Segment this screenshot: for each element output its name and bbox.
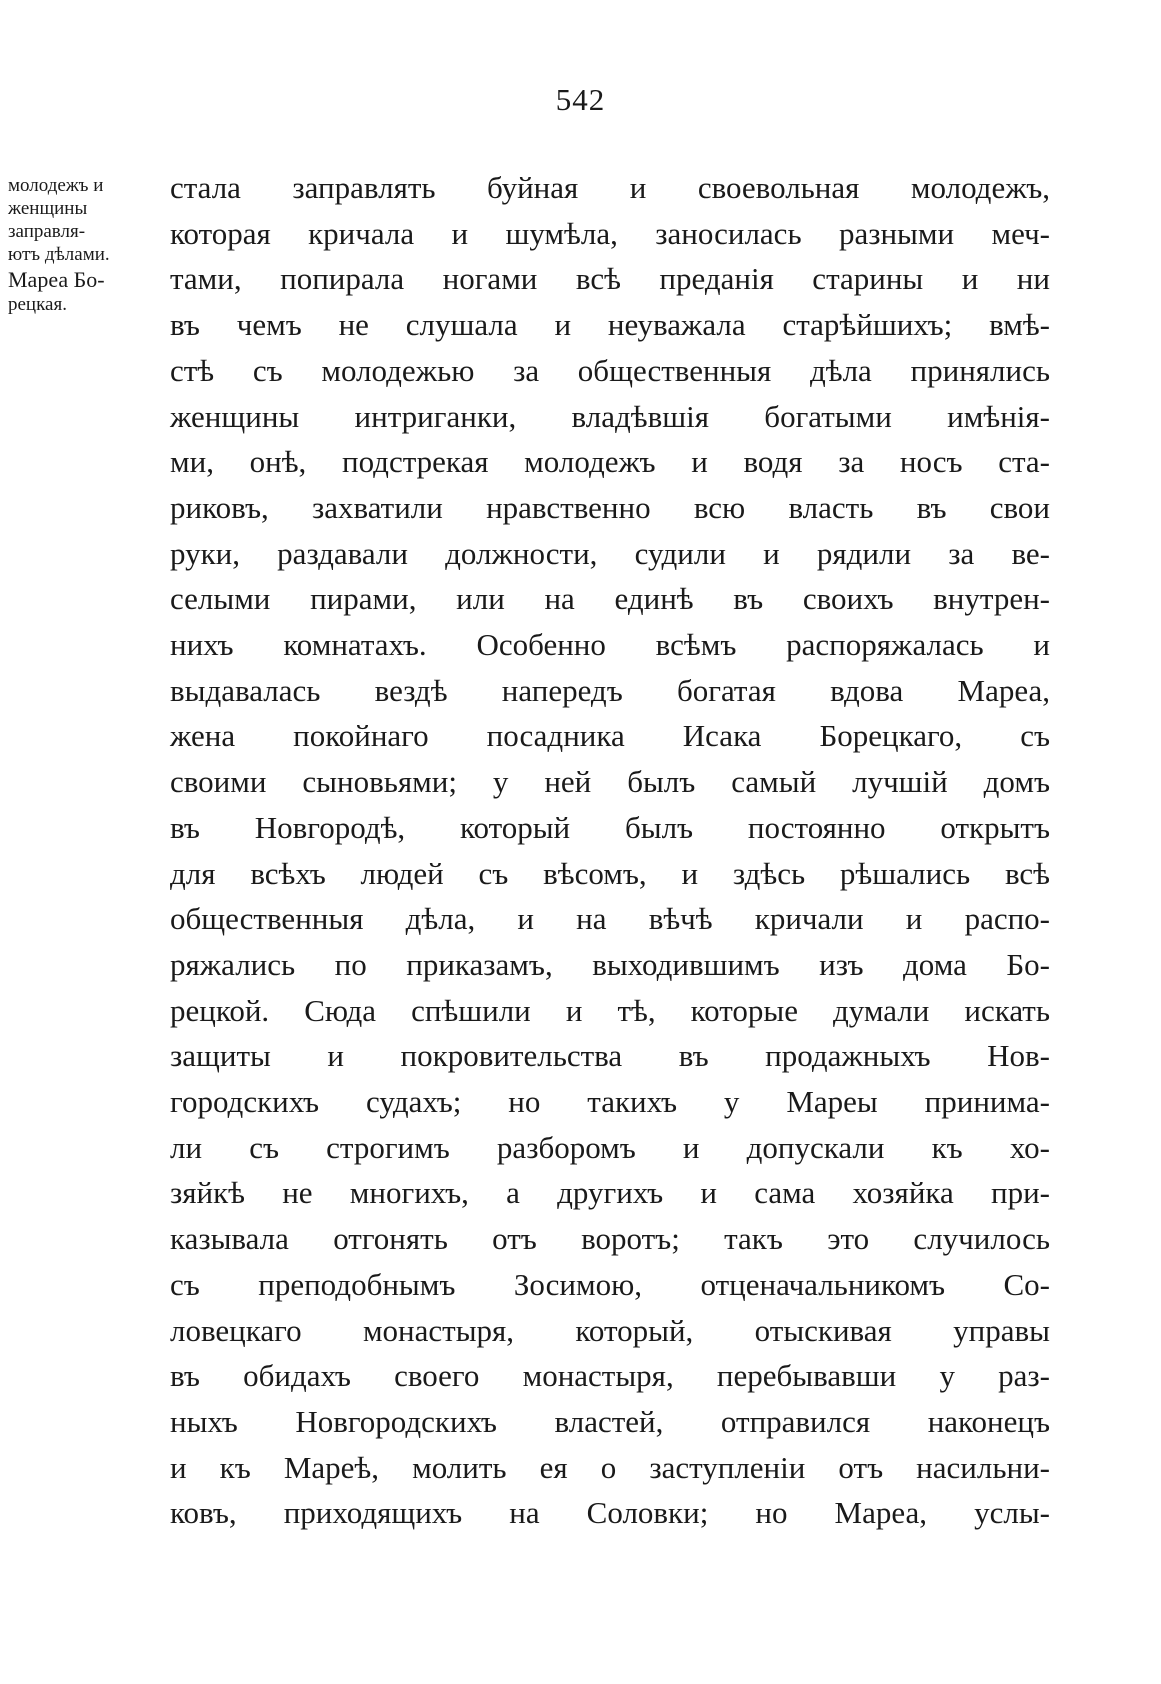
margin-note-line: рецкая. (8, 294, 67, 315)
text-line: женщины интриганки, владѣвшія богатыми имѣнія- (170, 398, 1050, 434)
text-line: руки, раздавали должности, судили и рядили за ве- (170, 535, 1050, 571)
margin-note-line: Мареа Бо- (8, 267, 105, 292)
text-line: въ Новгородѣ, который былъ постоянно открытъ (170, 809, 1050, 845)
text-line: тами, попирала ногами всѣ преданія старины и ни (170, 261, 1050, 297)
margin-note (8, 174, 166, 316)
text-line: селыми пирами, или на единѣ въ своихъ внутрен- (170, 581, 1050, 617)
text-line: стѣ съ молодежью за общественныя дѣла принялись (170, 352, 1050, 388)
margin-note-line: заправля- (8, 221, 86, 242)
body-text (170, 165, 1050, 1536)
text-line: для всѣхъ людей съ вѣсомъ, и здѣсь рѣшались всѣ (170, 855, 1050, 891)
text-line: общественныя дѣла, и на вѣчѣ кричали и распо- (170, 901, 1050, 937)
text-line: казывала отгонять отъ воротъ; такъ это случилось (170, 1221, 1050, 1257)
text-line: и къ Мареѣ, молить ея о заступленіи отъ насильни- (170, 1449, 1050, 1485)
text-line: ковъ, приходящихъ на Соловки; но Мареа, услы- (170, 1495, 1050, 1531)
text-line: ми, онѣ, подстрекая молодежъ и водя за носъ ста- (170, 444, 1050, 480)
text-line: риковъ, захватили нравственно всю власть въ свои (170, 489, 1050, 525)
text-line: въ чемъ не слушала и неуважала старѣйшихъ; вмѣ- (170, 307, 1050, 343)
text-line: нихъ комнатахъ. Особенно всѣмъ распоряжалась и (170, 627, 1050, 663)
text-line: въ обидахъ своего монастыря, перебывавши у раз- (170, 1358, 1050, 1394)
text-line: ли съ строгимъ разборомъ и допускали къ хо- (170, 1129, 1050, 1165)
text-line: съ преподобнымъ Зосимою, отценачальникомъ Со- (170, 1266, 1050, 1302)
text-line: жена покойнаго посадника Исака Борецкаго, съ (170, 718, 1050, 754)
text-line: рецкой. Сюда спѣшили и тѣ, которые думали искать (170, 992, 1050, 1028)
text-line: ряжались по приказамъ, выходившимъ изъ дома Бо- (170, 946, 1050, 982)
text-line: выдавалась вездѣ напередъ богатая вдова Мареа, (170, 672, 1050, 708)
text-line: городскихъ судахъ; но такихъ у Мареы принима- (170, 1084, 1050, 1120)
text-line: своими сыновьями; у ней былъ самый лучшій домъ (170, 764, 1050, 800)
margin-note-line: ютъ дѣлами. (8, 244, 110, 265)
text-line: ловецкаго монастыря, который, отыскивая управы (170, 1312, 1050, 1348)
margin-note-line: молодежъ и (8, 175, 104, 196)
text-line: защиты и покровительства въ продажныхъ Нов- (170, 1038, 1050, 1074)
text-line: которая кричала и шумѣла, заносилась разными меч- (170, 215, 1050, 251)
text-line: ныхъ Новгородскихъ властей, отправился наконецъ (170, 1403, 1050, 1439)
page-number: 542 (555, 82, 606, 117)
text-line: зяйкѣ не многихъ, а другихъ и сама хозяйка при- (170, 1175, 1050, 1211)
text-line: стала заправлять буйная и своевольная молодежъ, (170, 170, 1050, 205)
margin-note-line: женщины (8, 198, 88, 219)
